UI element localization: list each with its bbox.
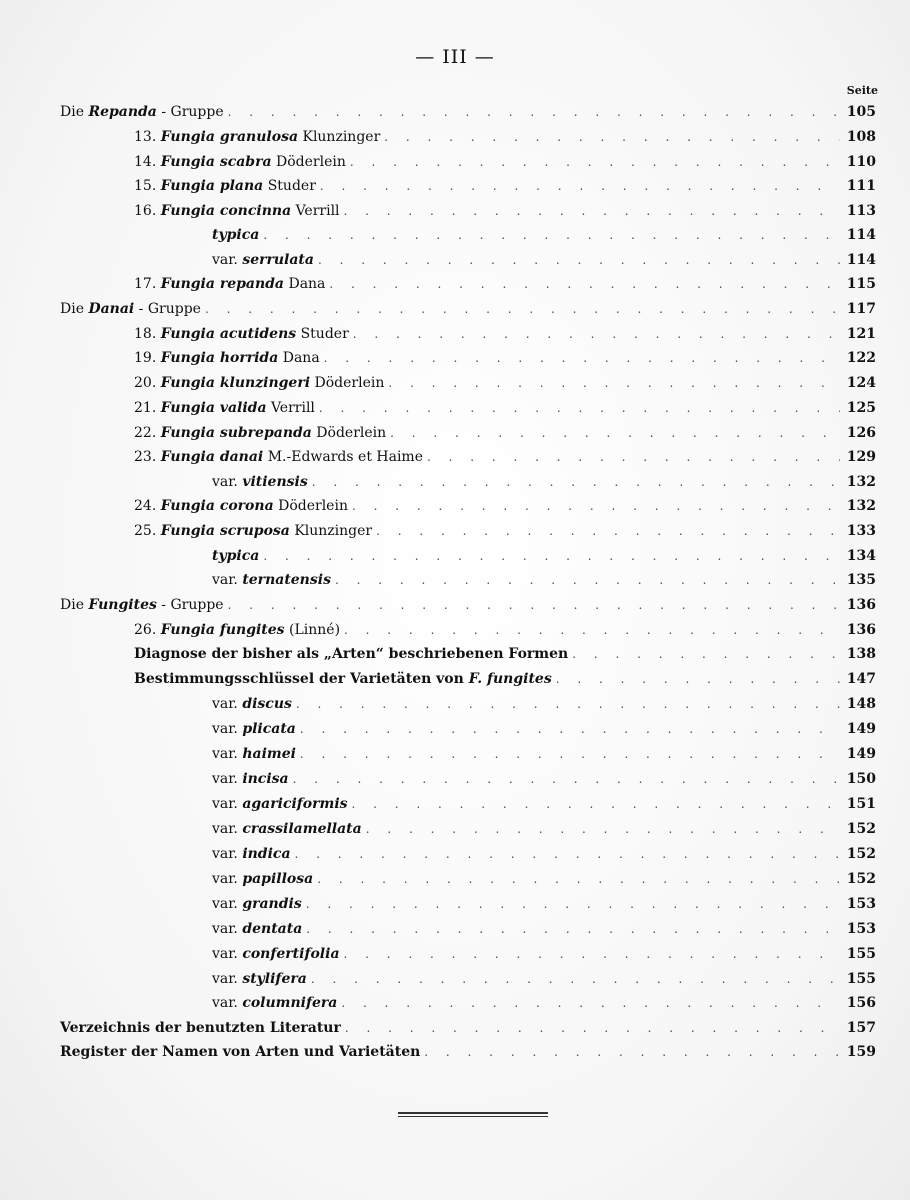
toc-entry [212,767,876,791]
toc-entry-label [212,967,307,991]
toc-entry [60,100,876,124]
entry-prefix: var. [212,696,243,712]
entry-suffix: Döderlein [311,425,387,441]
entry-prefix: 23. [134,449,161,465]
toc-entry-label [212,742,296,766]
taxon-name: typica [212,548,260,564]
taxon-name: ternatensis [242,572,331,588]
page-reference: 111 [846,178,876,194]
entry-prefix: 17. [134,276,161,292]
taxon-name: Fungites [88,597,157,613]
taxon-name: Fungia scabra [160,154,272,170]
page-reference: 125 [846,400,876,416]
page-reference: 134 [846,548,876,564]
page-reference: 135 [846,572,876,588]
toc-entry [212,892,876,916]
dot-leader [318,248,840,272]
toc-entry [212,842,876,866]
toc-entry-label [134,346,320,370]
toc-entry-label [212,917,302,941]
entry-suffix: (Linné) [284,622,341,638]
entry-prefix: 20. [134,375,161,391]
page-reference: 152 [846,846,876,862]
entry-prefix: 22. [134,425,161,441]
toc-entry [212,568,876,592]
dot-leader [344,199,840,223]
toc-entry [212,917,876,941]
page-reference: 115 [846,276,876,292]
toc-entry-label [212,767,289,791]
taxon-name: typica [212,227,260,243]
toc-entry-label [134,642,568,666]
entry-suffix: Klunzinger [298,129,381,145]
toc-entry-label [134,421,386,445]
taxon-name: agariciformis [242,796,348,812]
entry-prefix: var. [212,252,243,268]
entry-prefix: 13. [134,129,161,145]
dot-leader [228,100,840,124]
page-reference: 132 [846,498,876,514]
taxon-name: haimei [242,746,296,762]
entry-prefix: var. [212,846,243,862]
toc-entry [134,272,876,296]
dot-leader [263,223,840,247]
toc-entry [134,346,876,370]
dot-leader [317,867,840,891]
page-reference: 152 [846,871,876,887]
toc-entry-label [60,100,224,124]
entry-prefix: 14. [134,154,161,170]
toc-entry [212,544,876,568]
page-reference: 126 [846,425,876,441]
taxon-name: Danai [88,301,135,317]
dot-leader [353,322,840,346]
taxon-name: discus [242,696,292,712]
toc-entry-label [212,991,337,1015]
page-reference: 132 [846,474,876,490]
entry-prefix: 16. [134,203,161,219]
taxon-name: Fungia plana [160,178,264,194]
page-reference: 105 [846,104,876,120]
page-reference: 136 [846,622,876,638]
toc-entry [212,742,876,766]
toc-entry [60,297,876,321]
toc-entry-label [212,892,302,916]
taxon-name: grandis [242,896,302,912]
toc-entry [134,174,876,198]
entry-prefix: var. [212,771,243,787]
dot-leader [350,150,840,174]
entry-suffix: Verrill [266,400,315,416]
dot-leader [376,519,840,543]
toc-entry-label [134,322,349,346]
taxon-name: Fungia concinna [160,203,292,219]
toc-entry-label [134,371,384,395]
page-reference: 129 [846,449,876,465]
toc-entry-label [134,125,380,149]
page-reference: 155 [846,971,876,987]
entry-prefix: Die [60,104,89,120]
entry-prefix: var. [212,721,243,737]
dot-leader [228,593,840,617]
dot-leader [345,1016,840,1040]
toc-entry-label [60,1040,420,1064]
toc-entry-label [60,1016,341,1040]
toc-entry [134,618,876,642]
toc-entry-label [212,692,292,716]
page-reference: 159 [846,1044,876,1060]
entry-suffix: Studer [263,178,316,194]
page-reference: 114 [846,252,876,268]
dot-leader [312,470,840,494]
dot-leader [352,792,840,816]
page-reference: 121 [846,326,876,342]
entry-prefix: 25. [134,523,161,539]
taxon-name: Fungia acutidens [160,326,297,342]
taxon-name: confertifolia [242,946,340,962]
taxon-name: Fungia granulosa [160,129,299,145]
entry-prefix: var. [212,821,243,837]
end-rule [398,1112,548,1117]
toc-entry [134,494,876,518]
toc-entry [212,792,876,816]
toc-entry [212,692,876,716]
taxon-name: Fungia fungites [160,622,285,638]
toc-entry-label [212,867,313,891]
taxon-name: indica [242,846,291,862]
dot-leader [306,917,840,941]
page-reference: 148 [846,696,876,712]
toc-entry-label [60,593,224,617]
entry-prefix: var. [212,746,243,762]
taxon-name: Fungia danai [160,449,264,465]
dot-leader [390,421,840,445]
taxon-name: stylifera [242,971,307,987]
page-reference: 149 [846,721,876,737]
dot-leader [329,272,840,296]
page-reference: 136 [846,597,876,613]
page-reference: 108 [846,129,876,145]
toc-entry-label [212,792,348,816]
entry-suffix: M.-Edwards et Haime [263,449,423,465]
taxon-name: serrulata [242,252,314,268]
toc-entry-label [212,817,362,841]
toc-entry-label [212,470,308,494]
entry-prefix: var. [212,995,243,1011]
page-reference: 151 [846,796,876,812]
toc-entry [212,967,876,991]
entry-suffix: Klunzinger [289,523,373,539]
toc-entry-label [134,199,340,223]
entry-suffix: Dana [278,350,320,366]
page-reference: 150 [846,771,876,787]
toc-entry-label [212,248,314,272]
dot-leader [295,842,840,866]
toc-entry-label [134,667,552,691]
page-reference: 133 [846,523,876,539]
taxon-name: Fungia corona [160,498,274,514]
dot-leader [384,125,840,149]
entry-prefix: var. [212,971,243,987]
taxon-name: Fungia subrepanda [160,425,312,441]
toc-entry-label [134,396,315,420]
page-reference: 149 [846,746,876,762]
dot-leader [263,544,840,568]
dot-leader [344,942,840,966]
taxon-name: Fungia valida [160,400,267,416]
toc-entry [212,717,876,741]
toc-entry [212,248,876,272]
toc-entry-label [212,942,340,966]
page-number: — III — [415,46,495,68]
dot-leader [572,642,840,666]
entry-suffix: Döderlein [273,498,348,514]
dot-leader [320,174,840,198]
toc-entry-label [212,717,296,741]
toc-entry [134,396,876,420]
toc-entry [212,223,876,247]
entry-prefix: 24. [134,498,161,514]
dot-leader [341,991,840,1015]
toc-entry-label [134,174,316,198]
toc-entry-label [134,618,340,642]
entry-prefix: 15. [134,178,161,194]
dot-leader [296,692,840,716]
page-reference: 152 [846,821,876,837]
toc-entry [60,1040,876,1064]
toc-entry [134,150,876,174]
toc-entry [134,642,876,666]
dot-leader [427,445,840,469]
toc-entry [60,593,876,617]
dot-leader [366,817,840,841]
taxon-name: dentata [242,921,303,937]
entry-prefix: var. [212,474,243,490]
dot-leader [352,494,840,518]
entry-prefix: var. [212,572,243,588]
entry-prefix: Verzeichnis der benutzten Literatur [60,1020,341,1036]
toc-entry-label [134,519,372,543]
entry-suffix: Döderlein [271,154,346,170]
toc-entry [134,445,876,469]
entry-suffix: - Gruppe [156,104,224,120]
page-reference: 147 [846,671,876,687]
taxon-name: Fungia repanda [160,276,285,292]
entry-prefix: var. [212,896,243,912]
entry-suffix: - Gruppe [156,597,224,613]
entry-prefix: 18. [134,326,161,342]
entry-prefix: Diagnose der bisher als „Arten“ beschriebenen Formen [134,646,569,662]
dot-leader [300,717,840,741]
toc-entry [134,421,876,445]
page-reference: 114 [846,227,876,243]
toc-entry [134,199,876,223]
dot-leader [293,767,840,791]
entry-suffix: - Gruppe [134,301,201,317]
page-reference: 156 [846,995,876,1011]
page-reference: 155 [846,946,876,962]
dot-leader [311,967,840,991]
toc-entry [212,991,876,1015]
dot-leader [306,892,840,916]
dot-leader [205,297,840,321]
taxon-name: columnifera [242,995,338,1011]
entry-prefix: Bestimmungsschlüssel der Varietäten von [134,671,469,687]
dot-leader [300,742,840,766]
page-reference: 153 [846,921,876,937]
toc-entry [212,817,876,841]
entry-prefix: Die [60,597,89,613]
toc-entry [134,371,876,395]
entry-prefix: var. [212,921,243,937]
toc-entry-label [134,150,346,174]
toc-entry [134,667,876,691]
dot-leader [344,618,840,642]
toc-entry [212,470,876,494]
toc-entry-label [212,842,291,866]
toc-entry [134,125,876,149]
taxon-name: plicata [242,721,296,737]
entry-prefix: var. [212,871,243,887]
taxon-name: papillosa [242,871,314,887]
dot-leader [556,667,840,691]
taxon-name: F. fungites [468,671,552,687]
page-reference: 124 [846,375,876,391]
toc-entry-label [134,445,423,469]
page-reference: 113 [846,203,876,219]
taxon-name: crassilamellata [242,821,362,837]
taxon-name: vitiensis [242,474,308,490]
toc-entry-label [134,272,325,296]
taxon-name: Fungia scruposa [160,523,290,539]
page-reference: 138 [846,646,876,662]
toc-entry [60,1016,876,1040]
dot-leader [335,568,840,592]
entry-suffix: Verrill [291,203,340,219]
entry-prefix: 21. [134,400,161,416]
toc-entry [134,519,876,543]
entry-prefix: var. [212,796,243,812]
dot-leader [388,371,840,395]
toc-entry-label [212,568,331,592]
entry-suffix: Dana [284,276,326,292]
toc-entry [212,942,876,966]
entry-suffix: Döderlein [310,375,385,391]
toc-entry-label [212,223,259,247]
taxon-name: incisa [242,771,289,787]
entry-suffix: Studer [296,326,349,342]
entry-prefix: Die [60,301,89,317]
page-column-header: Seite [846,84,878,97]
toc-entry [212,867,876,891]
entry-prefix: 26. [134,622,161,638]
page-reference: 153 [846,896,876,912]
dot-leader [324,346,840,370]
dot-leader [319,396,840,420]
entry-prefix: var. [212,946,243,962]
dot-leader [424,1040,840,1064]
taxon-name: Fungia horrida [160,350,279,366]
entry-prefix: Register der Namen von Arten und Varietäten [60,1044,421,1060]
toc-entry [134,322,876,346]
page-reference: 122 [846,350,876,366]
toc-entry-label [60,297,201,321]
toc-entry-label [134,494,348,518]
page-reference: 110 [846,154,876,170]
toc-entry-label [212,544,259,568]
entry-prefix: 19. [134,350,161,366]
page-reference: 157 [846,1020,876,1036]
taxon-name: Repanda [88,104,157,120]
taxon-name: Fungia klunzingeri [160,375,311,391]
page-reference: 117 [846,301,876,317]
